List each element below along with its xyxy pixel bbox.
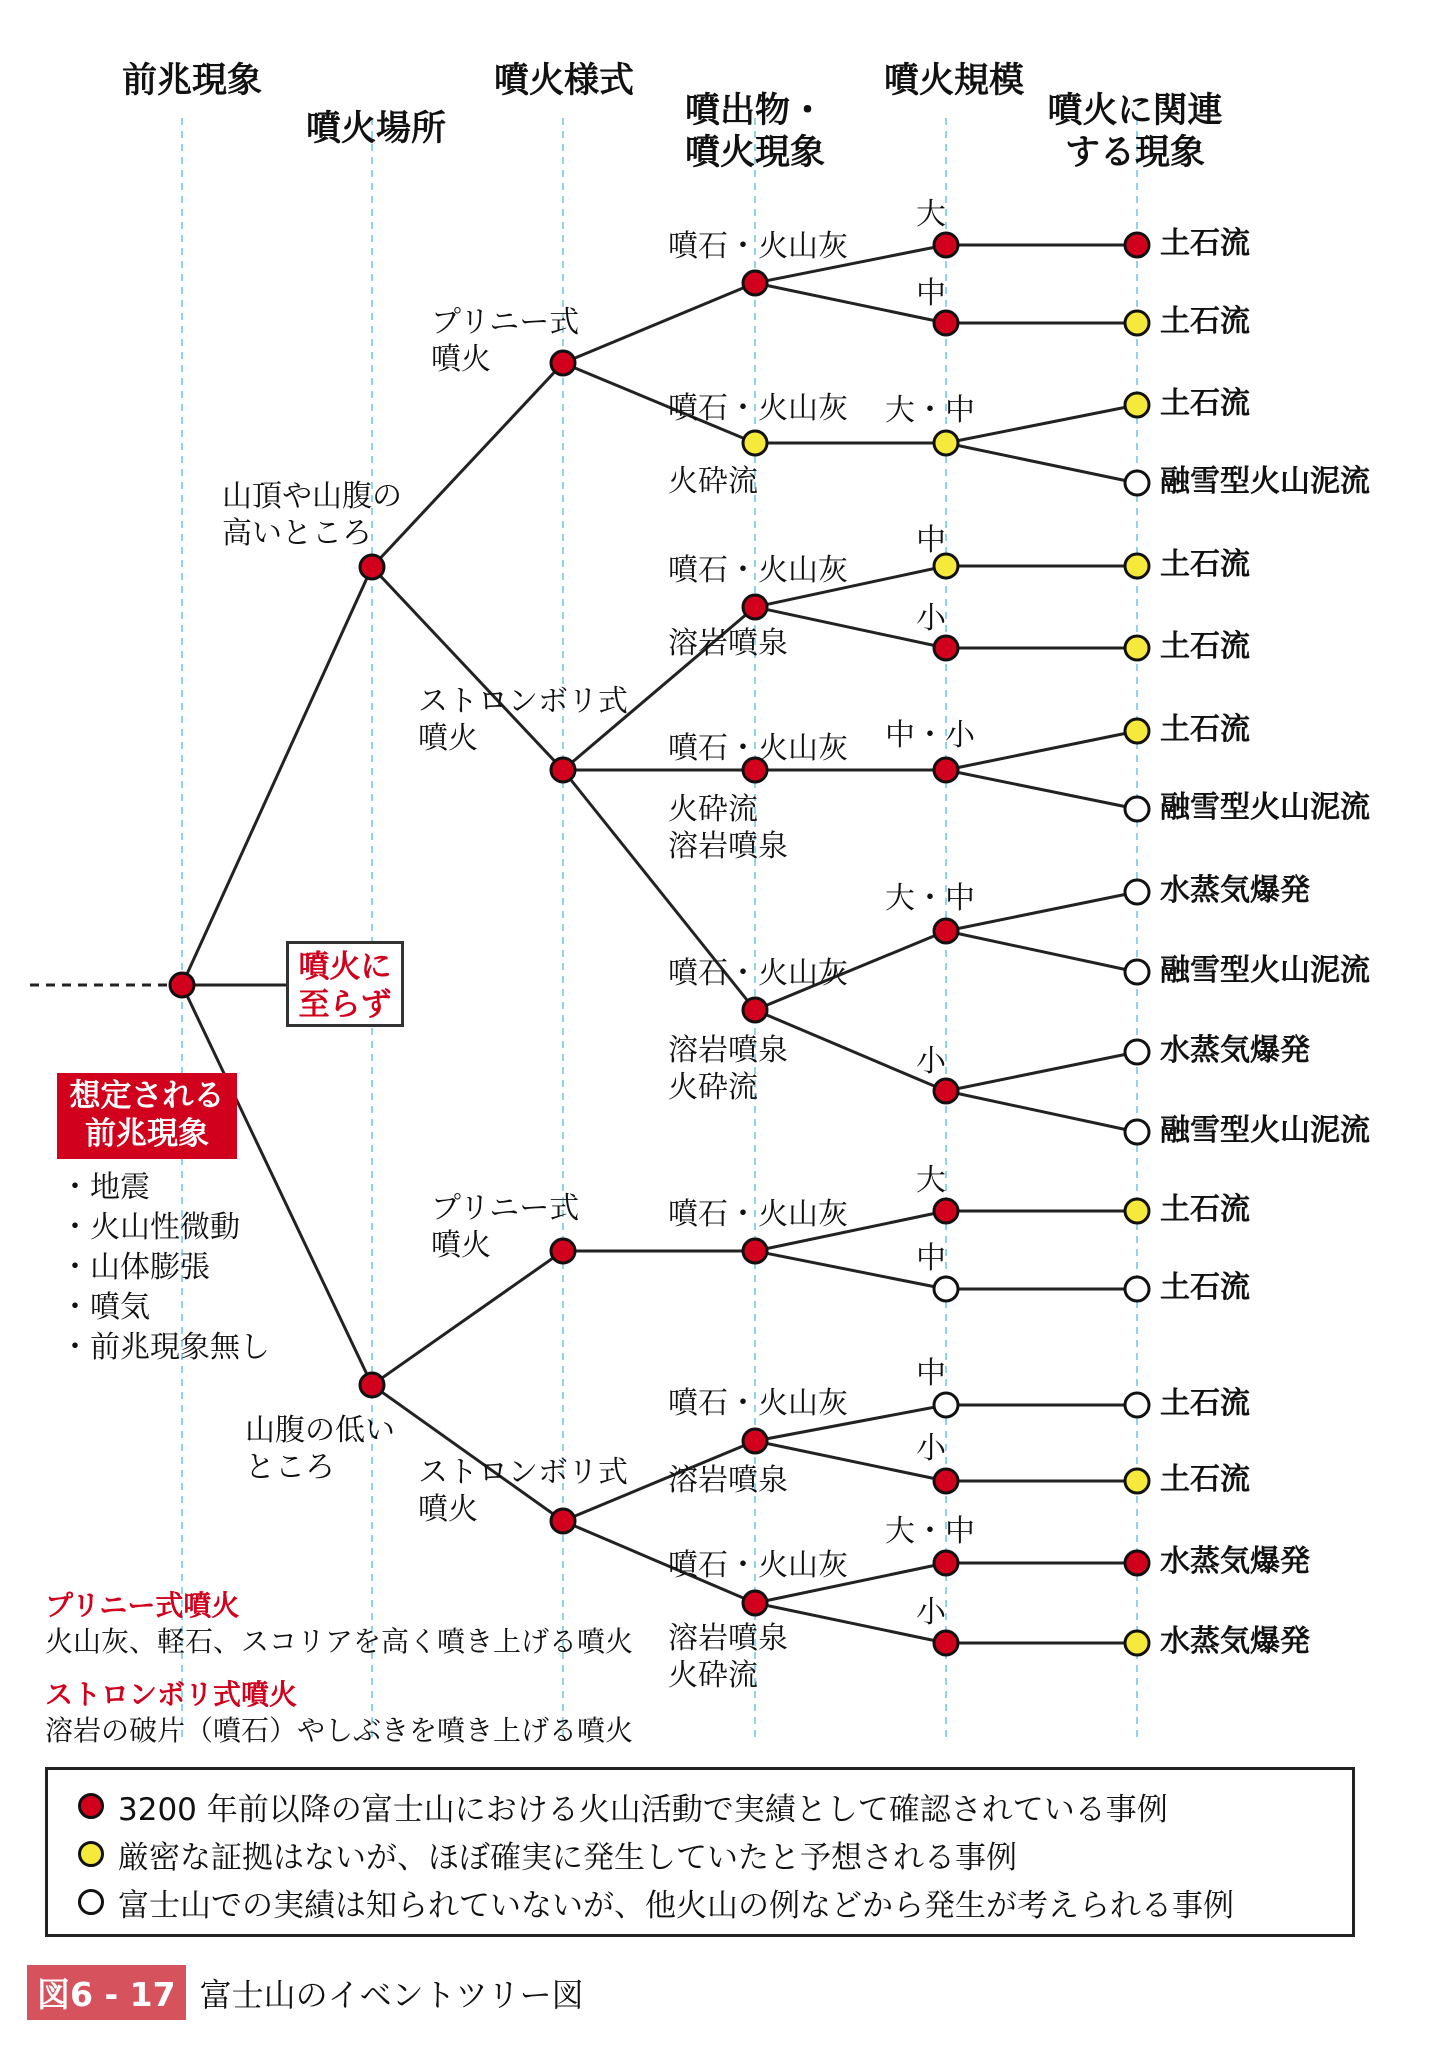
scale-node [934, 1079, 958, 1103]
result-label: 土石流 [1160, 226, 1250, 261]
definition-term: ストロンボリ式噴火 [45, 1678, 298, 1711]
result-label: 融雪型火山泥流 [1160, 790, 1370, 825]
header-related: 噴火に関連 する現象 [1047, 91, 1223, 173]
red-circle-icon [78, 1793, 104, 1819]
scale-label: 大 [916, 1163, 946, 1198]
definition-desc: 溶岩の破片（噴石）やしぶきを噴き上げる噴火 [45, 1714, 634, 1747]
location-label: 山腹の低い ところ [245, 1413, 395, 1485]
scale-label: 小 [916, 1044, 946, 1079]
ejecta-node [743, 1239, 767, 1263]
result-label: 土石流 [1160, 1270, 1250, 1305]
scale-label: 大・中 [885, 1514, 975, 1549]
result-label: 土石流 [1160, 712, 1250, 747]
scale-node [934, 311, 958, 335]
legend-text: 富士山での実績は知られていないが、他火山の例などから発生が考えられる事例 [118, 1887, 1234, 1924]
result-label: 融雪型火山泥流 [1160, 1113, 1370, 1148]
precursor-item: ・噴気 [60, 1290, 150, 1325]
ejecta-label: 溶岩噴泉 火砕流 [668, 1033, 788, 1105]
yellow-circle-icon [78, 1841, 104, 1867]
ejecta-label: 溶岩噴泉 [668, 1463, 788, 1498]
scale-node [934, 636, 958, 660]
scale-node [934, 1551, 958, 1575]
legend-box [45, 1767, 1355, 1937]
scale-node [934, 1469, 958, 1493]
result-label: 融雪型火山泥流 [1160, 464, 1370, 499]
branch-line [182, 567, 372, 985]
figure-caption [27, 1965, 584, 2020]
ejecta-node [743, 998, 767, 1022]
result-label: 土石流 [1160, 1462, 1250, 1497]
result-label: 融雪型火山泥流 [1160, 953, 1370, 988]
result-node [1125, 311, 1149, 335]
style-label: ストロンボリ式 噴火 [418, 1455, 628, 1527]
scale-label: 中 [916, 523, 946, 558]
style-label: プリニー式 噴火 [431, 305, 580, 377]
scale-label: 中 [916, 276, 946, 311]
ejecta-node [743, 271, 767, 295]
ejecta-label: 噴石・火山灰 [668, 1197, 848, 1232]
result-label: 土石流 [1160, 1386, 1250, 1421]
branch-line [946, 443, 1137, 483]
style-label: ストロンボリ式 噴火 [418, 684, 628, 756]
precursor-item: ・火山性微動 [60, 1210, 240, 1245]
precursor-item: ・前兆現象無し [60, 1330, 270, 1365]
scale-label: 大・中 [885, 393, 975, 428]
result-node [1125, 719, 1149, 743]
scale-label: 小 [916, 601, 946, 636]
result-node [1125, 393, 1149, 417]
branch-line [563, 283, 755, 363]
result-label: 水蒸気爆発 [1160, 1624, 1310, 1659]
ejecta-label: 火砕流 溶岩噴泉 [668, 792, 788, 864]
ejecta-label: 溶岩噴泉 [668, 626, 788, 661]
branch-line [946, 931, 1137, 972]
ejecta-label: 噴石・火山灰 [668, 731, 848, 766]
result-label: 土石流 [1160, 386, 1250, 421]
definition-plinian [45, 1588, 633, 1660]
legend-row-confirmed [78, 1782, 1352, 1830]
style-label: プリニー式 噴火 [431, 1191, 580, 1263]
result-node [1125, 960, 1149, 984]
legend-row-probable [78, 1830, 1352, 1878]
ejecta-label: 噴石・火山灰 [668, 229, 848, 264]
header-location: 噴火場所 [305, 109, 446, 149]
location-label: 山頂や山腹の 高いところ [222, 479, 402, 551]
ejecta-label: 火砕流 [668, 464, 758, 499]
root-node [170, 973, 194, 997]
legend-text: 3200 年前以降の富士山における火山活動で実績として確認されている事例 [118, 1791, 1168, 1828]
ejecta-label: 噴石・火山灰 [668, 1386, 848, 1421]
branch-line [946, 1091, 1137, 1132]
location-node [360, 1373, 384, 1397]
result-node [1125, 1199, 1149, 1223]
header-scale: 噴火規模 [883, 61, 1024, 101]
result-node [1125, 1040, 1149, 1064]
scale-label: 大 [916, 197, 946, 232]
ejecta-label: 噴石・火山灰 [668, 1548, 848, 1583]
scale-label: 小 [916, 1431, 946, 1466]
header-ejecta: 噴出物・ 噴火現象 [684, 91, 825, 173]
ejecta-label: 溶岩噴泉 火砕流 [668, 1621, 788, 1693]
result-label: 水蒸気爆発 [1160, 1544, 1310, 1579]
result-node [1125, 1551, 1149, 1575]
result-label: 土石流 [1160, 629, 1250, 664]
result-label: 水蒸気爆発 [1160, 873, 1310, 908]
ejecta-node [743, 431, 767, 455]
definition-strombolian [45, 1677, 633, 1749]
definition-term: プリニー式噴火 [45, 1589, 240, 1622]
scale-node [934, 919, 958, 943]
scale-node [934, 1631, 958, 1655]
branch-line [946, 1052, 1137, 1091]
legend-text: 厳密な証拠はないが、ほぼ確実に発生していたと予想される事例 [118, 1839, 1017, 1876]
result-node [1125, 554, 1149, 578]
precursor-item: ・地震 [60, 1170, 150, 1205]
expected-precursor-box: 想定される 前兆現象 [57, 1073, 237, 1159]
branch-line [946, 770, 1137, 809]
result-node [1125, 471, 1149, 495]
legend-row-possible [78, 1878, 1352, 1926]
ejecta-node [743, 1429, 767, 1453]
scale-label: 大・中 [885, 881, 975, 916]
definition-desc: 火山灰、軽石、スコリアを高く噴き上げる噴火 [45, 1625, 634, 1658]
scale-node [934, 233, 958, 257]
scale-label: 中 [916, 1356, 946, 1391]
ejecta-node [743, 595, 767, 619]
scale-label: 中・小 [885, 718, 975, 753]
ejecta-node [743, 1591, 767, 1615]
result-label: 土石流 [1160, 1192, 1250, 1227]
scale-label: 小 [916, 1595, 946, 1630]
result-node [1125, 1120, 1149, 1144]
header-style: 噴火様式 [493, 61, 634, 101]
white-circle-icon [78, 1889, 104, 1915]
style-node [551, 758, 575, 782]
result-label: 水蒸気爆発 [1160, 1033, 1310, 1068]
scale-node [934, 1393, 958, 1417]
precursor-item: ・山体膨張 [60, 1250, 210, 1285]
result-node [1125, 1631, 1149, 1655]
scale-node [934, 1199, 958, 1223]
result-node [1125, 233, 1149, 257]
precursor-list [60, 1168, 270, 1368]
result-node [1125, 797, 1149, 821]
figure-title: 富士山のイベントツリー図 [199, 1975, 584, 2014]
header-precursor: 前兆現象 [121, 61, 262, 101]
result-label: 土石流 [1160, 304, 1250, 339]
result-node [1125, 636, 1149, 660]
result-node [1125, 1393, 1149, 1417]
scale-node [934, 431, 958, 455]
ejecta-label: 噴石・火山灰 [668, 553, 848, 588]
branch-line [372, 1251, 563, 1385]
ejecta-label: 噴石・火山灰 [668, 956, 848, 991]
location-node [360, 555, 384, 579]
result-node [1125, 1469, 1149, 1493]
ejecta-label: 噴石・火山灰 [668, 391, 848, 426]
scale-label: 中 [916, 1241, 946, 1276]
result-node [1125, 880, 1149, 904]
scale-node [934, 758, 958, 782]
no-eruption-box: 噴火に 至らず [286, 941, 404, 1027]
result-node [1125, 1277, 1149, 1301]
result-label: 土石流 [1160, 547, 1250, 582]
figure-number: 図6 - 17 [27, 1965, 186, 2020]
scale-node [934, 1277, 958, 1301]
